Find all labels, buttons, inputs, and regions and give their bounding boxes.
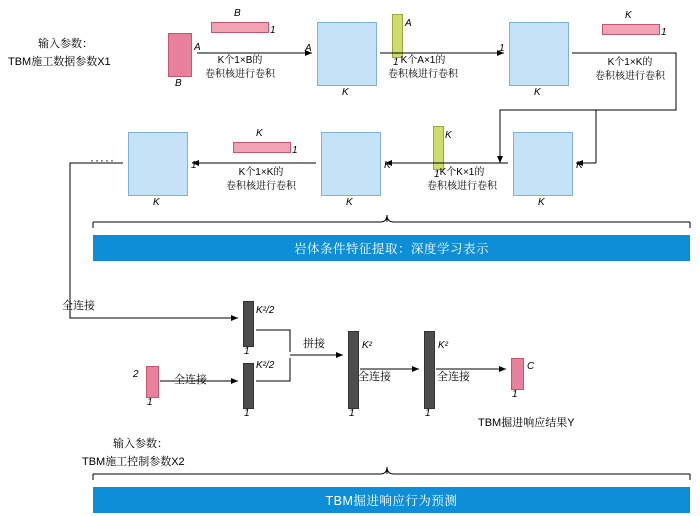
- kernel-2-bottom-label: 1: [393, 57, 399, 68]
- kernel-4-caption-line1: K个K×1的: [439, 167, 485, 178]
- bar-k2-half-lower-bottom: 1: [244, 408, 250, 419]
- feature-map-4-side-label: K: [384, 160, 391, 171]
- concat-label: 拼接: [303, 338, 325, 350]
- bar-k2-concat: [348, 331, 359, 409]
- kernel-4-top-label: K: [445, 130, 452, 141]
- kernel-4-bar: [433, 126, 444, 170]
- fc-right-label: 全连接: [437, 371, 470, 383]
- bar-k2-half-lower: [243, 363, 254, 409]
- input-block-x1: [168, 33, 192, 77]
- banner-prediction: TBM掘进响应行为预测: [93, 487, 690, 513]
- bar-k2-half-upper: [243, 301, 254, 347]
- kernel-1-caption-line1: K个1×B的: [217, 55, 263, 66]
- ellipsis-label: ·····: [90, 153, 115, 167]
- feature-map-3-bottom-label: K: [153, 197, 160, 208]
- kernel-3-caption-line2: 卷积核进行卷积: [595, 71, 665, 82]
- input2-title-line1: 输入参数：: [113, 438, 168, 450]
- fc-left-label: 全连接: [62, 300, 95, 312]
- bar-k2-fc-bottom: 1: [425, 408, 431, 419]
- output-label: TBM掘进响应结果Y: [478, 417, 575, 429]
- kernel-4-bottom-label: 1: [434, 169, 440, 180]
- kernel-3-bar: [602, 24, 660, 35]
- kernel-2-caption-line1: K个A×1的: [400, 55, 446, 66]
- feature-map-5-side-label: K: [576, 160, 583, 171]
- feature-map-1-side-label: A: [305, 43, 312, 54]
- kernel-5-right-label: 1: [292, 145, 298, 156]
- kernel-2-top-label: A: [405, 18, 412, 29]
- feature-map-2-side-label: 1: [499, 43, 505, 54]
- kernel-5-bar: [233, 142, 291, 153]
- kernel-1-bar: [211, 22, 269, 33]
- feature-map-1-bottom-label: K: [342, 87, 349, 98]
- input-block-x2: [146, 366, 159, 398]
- feature-map-5-bottom-label: K: [538, 197, 545, 208]
- kernel-2-bar: [392, 14, 403, 58]
- bar-k2-fc: [424, 331, 435, 409]
- kernel-3-right-label: 1: [661, 27, 667, 38]
- feature-map-4-bottom-label: K: [346, 197, 353, 208]
- kernel-5-caption-line1: K个1×K的: [238, 167, 284, 178]
- bar-k2-half-lower-label: K²/2: [256, 360, 275, 371]
- bar-k2-half-upper-label: K²/2: [256, 305, 275, 316]
- input-block-bottom-label: B: [175, 78, 182, 89]
- banner-feature-extraction: 岩体条件特征提取：深度学习表示: [93, 235, 690, 261]
- bar-k2-concat-bottom: 1: [349, 408, 355, 419]
- fc-bottom-left-label: 全连接: [174, 374, 207, 386]
- kernel-5-top-label: K: [256, 128, 263, 139]
- kernel-1-caption-line2: 卷积核进行卷积: [205, 69, 275, 80]
- feature-map-2: [509, 22, 569, 86]
- input-block-x2-top-label: 2: [133, 369, 139, 380]
- feature-map-5: [513, 132, 573, 196]
- bar-k2-half-upper-bottom: 1: [244, 346, 250, 357]
- kernel-4-caption-line2: 卷积核进行卷积: [427, 181, 497, 192]
- kernel-5-caption-line2: 卷积核进行卷积: [226, 181, 296, 192]
- fc-mid-label: 全连接: [358, 371, 391, 383]
- kernel-3-caption-line1: K个1×K的: [607, 57, 653, 68]
- feature-map-4: [321, 132, 381, 196]
- input-block-side-label: A: [194, 42, 201, 53]
- output-block-bottom-label: 1: [512, 389, 518, 400]
- bar-k2-concat-label: K²: [362, 340, 372, 351]
- input2-title-line2: TBM施工控制参数X2: [82, 456, 185, 468]
- input-title-line2: TBM施工数据参数X1: [8, 56, 111, 68]
- feature-map-3: [128, 132, 188, 196]
- kernel-1-top-label: B: [234, 8, 241, 19]
- input-title-line1: 输入参数：: [38, 38, 93, 50]
- output-block-top-label: C: [527, 361, 535, 372]
- kernel-3-top-label: K: [625, 10, 632, 21]
- feature-map-3-side-label: 1: [191, 160, 197, 171]
- kernel-2-caption-line2: 卷积核进行卷积: [388, 69, 458, 80]
- kernel-1-right-label: 1: [270, 25, 276, 36]
- output-block-y: [511, 358, 524, 390]
- feature-map-1: [317, 22, 377, 86]
- input-block-x2-bottom-label: 1: [147, 397, 153, 408]
- feature-map-2-bottom-label: K: [534, 87, 541, 98]
- bar-k2-fc-label: K²: [438, 340, 448, 351]
